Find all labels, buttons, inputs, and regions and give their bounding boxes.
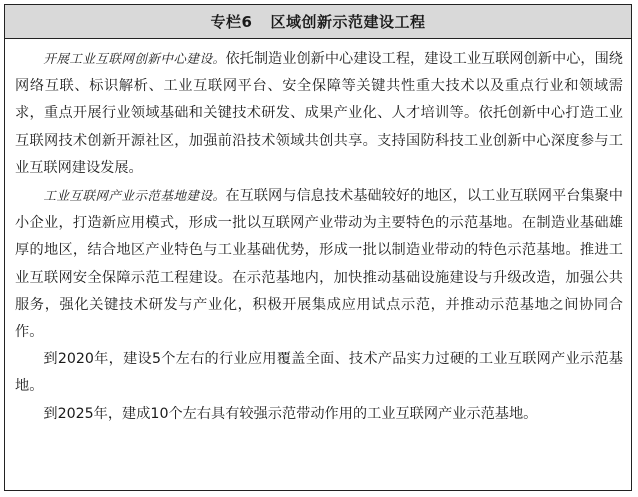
paragraph-innovation-center: [15, 45, 623, 182]
paragraph-body: 依托制造业创新中心建设工程，建设工业互联网创新中心，围绕网络互联、标识解析、工业互联网平台、安全保障等关键共性重大技术以及重点行业和领域需求，重点开展行业领域基础和关键技术研发、成果产业化、人才培训等。依托创新中心打造工业互联网技术创新开源社区，加强前沿技术领域共创共享。支持国防科技工业创新中心深度参与工业互联网建设发展。: [15, 51, 623, 176]
paragraph-body: 到2025年，建成10个左右具有较强示范带动作用的工业互联网产业示范基地。: [43, 405, 538, 422]
paragraph-demo-base: [15, 182, 623, 346]
paragraph-target-2020: [15, 346, 623, 400]
paragraph-body: 到2020年，建设5个左右的行业应用覆盖全面、技术产品实力过硬的工业互联网产业示范基地。: [15, 351, 623, 395]
column-number: 专栏6: [210, 13, 253, 31]
column-box: [4, 4, 632, 491]
paragraph-lead: 工业互联网产业示范基地建设。: [43, 188, 226, 204]
paragraph-body: 在互联网与信息技术基础较好的地区，以工业互联网平台集聚中小企业，打造新应用模式，形成一批以互联网产业带动为主要特色的示范基地。在制造业基础雄厚的地区，结合地区产业特色与工业基础优势，形成一批以制造业带动的特色示范基地。推进工业互联网安全保障示范工程建设。在示范基地内，加快推动基础设施建设与升级改造，加强公共服务，强化关键技术研发与产业化，积极开展集成应用试点示范，并推动示范基地之间协同合作。: [15, 188, 623, 341]
column-title: 区域创新示范建设工程: [270, 13, 426, 31]
column-content: [5, 39, 631, 428]
paragraph-target-2025: [15, 401, 623, 428]
column-header: [5, 5, 631, 39]
paragraph-lead: 开展工业互联网创新中心建设。: [43, 51, 226, 66]
